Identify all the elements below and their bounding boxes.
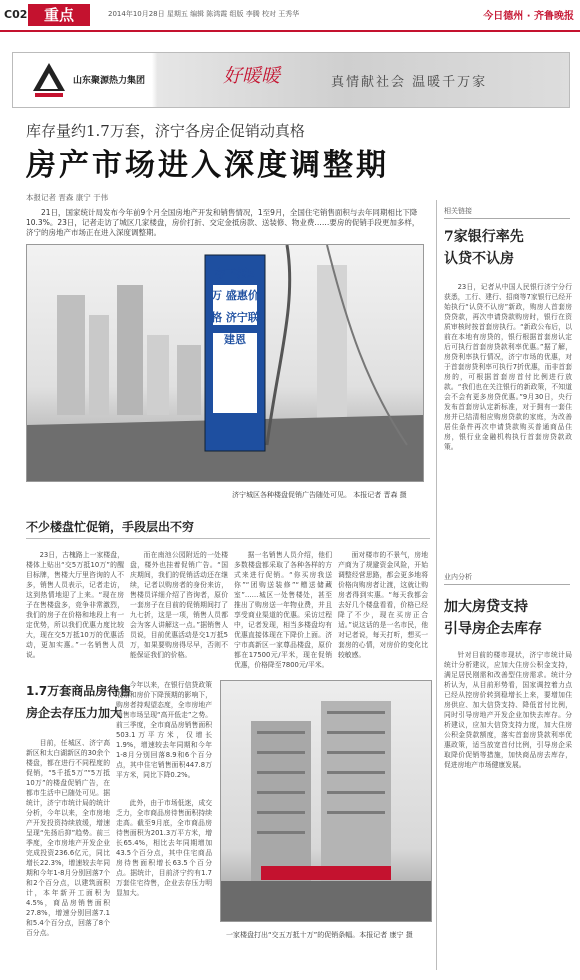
- article-lead: 21日，国家统计局发布今年前9个月全国房地产开发和销售情况，1至9月，全国住宅销售面积与去年同期相比下降10.3%。23日，记者走访了城区几家楼盘，房价打折、交定金抵房款、送装修、物业费……要房的促销手段更加多样，济宁的房地产市场正在进入深度调整期。: [26, 208, 420, 237]
- sidebar-tag-2: 业内分析: [444, 572, 570, 585]
- sidebar-title-1: 7家银行率先 认贷不认房: [444, 229, 524, 267]
- sidebar-body-2: 针对目前的楼市现状，济宁市统计局统计分析建议，应加大住房公积金支持，满足居民刚需和改善型住房需求。统计分析认为，从目前形势看，国家调控着力点已经从控房价转到稳增长上来，要增加住房供应、加大信贷支持、降低首付比例，同时引导房地产开发企业加快去库存。分析建议，应加大信贷支持力度，加大住房公积金贷款额度，落实首套房贷款利率优惠政策，适当放宽首付比例，引导房企采取降价促销等措施，加快商品房去库存，促进房地产市场健康发展。: [444, 651, 572, 769]
- section1-col-1: 23日，古槐路上一家楼盘，楼体上贴出“交5万抵10万”的醒目标牌，售楼大厅里咨询的人不多，销售人员表示，记者走访，这到热情地迎了上来。“现在房子在售楼盘多，竞争非常激烈，我们的房子在价格和地段上有一定优势，所以我们优惠力度比较大，现在交5万抵10万的优惠活动，更加实惠。”一名销售人员说。: [26, 551, 124, 659]
- promo-sign-text: 存下抵5万 盛惠价格 济宁联建恩: [211, 267, 259, 346]
- construction-photo: [220, 680, 432, 922]
- company-logo-icon: [29, 61, 69, 99]
- section1-col-4: 面对楼市的不景气，房地产商为了规避资金风险，开始调整经营思路，都会更多地将价格向购房者让渡，这就让购房者得到实惠。“每天我都会去好几个楼盘看看，价格已经降了不少，现在买房正合适。”说这话的是一名市民，他对记者说，每天打听，想买一套房的心情，对房价的变化比较敏感。: [338, 551, 428, 659]
- divider: [26, 538, 430, 539]
- slogan-title: 好暖暖: [223, 65, 281, 87]
- company-name: 山东聚源热力集团: [73, 76, 146, 86]
- section2-title: 1.7万套商品房待售 房企去存压力加大: [26, 684, 132, 720]
- article-subhead: 库存量约1.7万套，济宁各房企促销动真格: [26, 122, 305, 140]
- slogan: 真情献社会 温暖千万家: [331, 75, 488, 90]
- sidebar-title-2: 加大房贷支持 引导房企去库存: [444, 599, 542, 637]
- promo-photo: [26, 244, 424, 482]
- section1-col-3: 据一名销售人员介绍，他们多数楼盘都采取了各种各样的方式来进行促销。“你买房我送你”“团购送装修”“赠送储藏室”……城区一处售楼处，甚至推出了购房送一年物业费，并且享受商业渠道的优惠。采访过程中，记者发现，相当多楼盘均有优惠直接体现在下降价上面。济宁市高新区一家尊品楼盘，原价都在17500元/平米，现在促销优惠，价格降至7800元/平米。: [234, 551, 332, 669]
- article-headline: 房产市场进入深度调整期: [26, 148, 389, 183]
- photo1-caption: 济宁城区各种楼盘促销广告随处可见。 本报记者 晋森 摄: [232, 491, 407, 499]
- sidebar-tag-1: 相关链接: [444, 206, 570, 219]
- section1-col-2: 而在南池公园附近的一处楼盘，楼外也挂着促销广告。“国庆期间，我们的促销活动还在继续，记者以购房者的身份来访，售楼员详细介绍了咨询者，原价一套房子在目前的促销期间打了九七折，这是一项，销售人员都会为客人讲解这一点。”据销售人员说，目前优惠活动是交1万抵5万，如果要购房得尽早，否则不能保证我们的价格。: [130, 551, 228, 659]
- page-header: [0, 0, 580, 32]
- ad-banner[interactable]: [12, 52, 570, 108]
- column-divider: [436, 200, 437, 970]
- article-byline: 本报记者 晋森 康宁 于伟: [26, 193, 109, 202]
- edition-meta: 2014年10月28日 星期五 编辑 陈鸿霞 组版 李腾 校对 王秀华: [108, 10, 300, 18]
- sidebar-body-1: 23日，记者从中国人民银行济宁分行获悉，工行、建行、招商等7家银行已经开始执行“认贷不认房”新政，购房人首套房贷贷款，再次申请贷款购房时，银行在资质审核时按首套房执行。“新政公布后，以前在本地有房贷的，银行根据首套房认定后可执行首套房贷款利率优惠。”据了解，房贷利率执行情况，济宁市场的优惠，对于首套房贷利率可执行7折优惠，而非首套房的，可根据首套房首付比例进行放款。“我们也在关注银行的新政策，不知道会不会有更多房贷优惠。”9月30日，央行发布首套房认定新标准，对于拥有一套住房并已结清相应购房贷款的家庭，为改善居住条件再次申请贷款购买普通商品住房，银行业金融机构执行首套房贷款政策。: [444, 283, 572, 451]
- newspaper-brand: 今日德州 · 齐鲁晚报: [483, 11, 574, 22]
- section-label: 重点: [28, 4, 90, 26]
- section1-title: 不少楼盘忙促销，手段层出不穷: [26, 520, 195, 534]
- section2-col-2: 今年以来，在银行信贷政策收紧和房价下降预期的影响下，购房者持观望态度，全市房地产销售市场呈现“高开低走”之势。前三季度，全市商品房销售面积503.1万平方米，仅增长1.9%，增速较去年同期和今年1-8月分别回落8.9和6个百分点，其中住宅销售面积447.8万平方米，同比下降0.2%。: [116, 681, 212, 779]
- section2-col-3: 此外，由于市场低迷，成交乏力，全市商品房待售面积持续走高。截至9月底，全市商品房待售面积为201.3万平方米，增长65.4%，相比去年同期增加43.5个百分点，其中住宅商品房待售面积增长63.5个百分点。据统计，目前济宁约有1.7万套住宅待售，企业去存压力明显加大。: [116, 799, 212, 897]
- photo2-caption: 一家楼盘打出“交五万抵十万”的促销条幅。本报记者 康宁 摄: [226, 931, 413, 939]
- section2-col-1: 目前，任城区、济宁高新区和太白湖新区的30余个楼盘，都在进行不同程度的促销，“5千抵5万”“5万抵10万”的楼盘促销广告，在都市生活中已随处可见。据统计，济宁市统计局的统计分析，今年以来，全市房地产开发投资持续放缓，增速呈现“先扬后抑”趋势。前三季度，全市房地产开发企业完成投资236.6亿元，同比增长22.3%，增速较去年同期和今年1-8月分别回落7个和2个百分点，以建筑面积计，本年新开工面积为4.5%，商品房销售面积27.8%，增速分别回落7.1和5.4个百分点，回落了8个百分点。: [26, 739, 110, 937]
- page-number: C02: [4, 8, 28, 21]
- building-illustration: [221, 681, 431, 921]
